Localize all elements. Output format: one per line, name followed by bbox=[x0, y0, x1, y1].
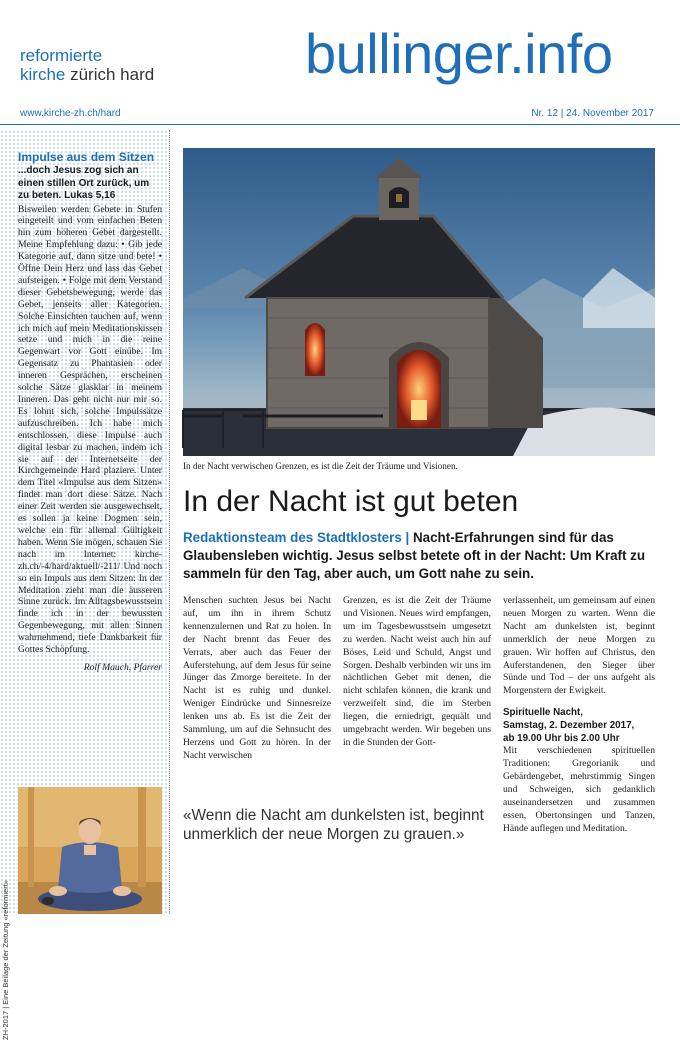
sidebar-content bbox=[18, 150, 162, 674]
masthead-tld: info bbox=[524, 22, 613, 85]
article-column-2 bbox=[343, 595, 491, 750]
photo-caption: In der Nacht verwischen Grenzen, es ist die Zeit der Träume und Visionen. bbox=[183, 461, 458, 471]
article-lead bbox=[183, 529, 653, 583]
masthead-dot: . bbox=[509, 22, 525, 85]
brand-line2 bbox=[20, 65, 154, 84]
brand-kirche: kirche bbox=[20, 65, 66, 84]
brand-line1: reformierte bbox=[20, 46, 103, 65]
column-2-text: Grenzen, es ist die Zeit der Träume und Visionen. Neues wird empfangen, um im Tagesbewusstsein umgesetzt zu werden. Nacht weist auch hin auf Böses, Leid und Schuld, Angst und Sorgen. Deshalb verbinden wir uns im nächtlichen Gebet mit denen, die nicht schlafen können, die krank und verzweifelt sind, die im Sterben liegen, die erniedrigt, gequält und umgebracht werden. Wir begeben uns in die Stunden der Gott- bbox=[343, 595, 491, 748]
meditating-man-illustration bbox=[18, 787, 162, 914]
header-divider bbox=[0, 124, 680, 125]
event-line-1: Spirituelle Nacht, bbox=[503, 707, 584, 719]
sidebar-text: Bisweilen werden Gebete in Stufen eingeteilt und vom einfachen Beten hin zum höheren Gebet dargestellt. Meine Empfehlung dazu: • Gib jede Kategorie auf, dann sitze und bete! • Öffne Dein Herz und lass das Gebet aufsteigen. • Folge mit dem Verstand dieser Gebetsbewegung, werde das Gebet, jenseits aller Kategorien. Solche Einsichten tauchen auf, wenn ich mich auf mein Meditationskissen setze und mich in die reine Gegenwart vor Gott einübe. Im Gegensatz zu Phantasien oder inneren Gesprächen, erscheinen solche Sätze glasklar in meinem Inneren. Das geht nicht nur mir so. Es lohnt sich, solche Impulssätze aufzuschreiben. Ich habe mich entschlossen, diese Impulse auch digital lesbar zu machen, indem ich sie auf der Internetseite der Kirchgemeinde Hard plaziere. Unter dem Titel «Impulse aus dem Sitzen» findet man dort diese Sätze. Nach einer Zeit werden sie ausgewechselt, es sollen ja keine Dogmen sein, welche ein für allemal Gültigkeit haben. Wenn Sie mögen, schauen Sie nach im Internet: kirche-zh.ch/-4/hard/aktuell/-211/ Und noch so ein Impuls aus dem Sitzen: In der Meditation zieht man die äusseren Sinne zurück. Im Alltagsbewusstsein finde ich in der bewussten Gegenbewegung, mit allen Sinnen wahrnehmend, tiefe Dankbarkeit für Gottes Schöpfung. bbox=[18, 203, 162, 656]
article-column-3 bbox=[503, 595, 655, 836]
column-1-text: Menschen suchten Jesus bei Nacht auf, um ihn in ihrem Schutz kennenzulernen und Rat zu holen. In der Nacht brennt das Feuer des Verrats, aber auch das Feuer der Auferstehung, auf dem Jesus für seine Jünger das Zmorge bereitete. In der Nacht ist es ruhig und dunkel. Weniger Eindrücke und Sinnesreize lenken uns ab. Es ist die Zeit der Sammlung, um auf die Sehnsucht des Herzens und Gott zu hören. In der Nacht verwischen bbox=[183, 595, 331, 761]
event-line-2: Samstag, 2. Dezember 2017, bbox=[503, 720, 635, 732]
column-3-text: verlassenheit, um gemeinsam auf einen neuen Morgen zu warten. Wenn die Nacht am dunkelsten ist, beginnt unmerklich der neue Morgen zu grauen. Wir hoffen auf Christus, den Auferstandenen, den Sieger über Sünde und Tod – der uns aufgeht als Morgenstern der Ewigkeit. bbox=[503, 595, 655, 697]
event-line-3: ab 19.00 Uhr bis 2.00 Uhr bbox=[503, 733, 620, 745]
article-headline: In der Nacht ist gut beten bbox=[183, 485, 519, 518]
vertical-imprint bbox=[1, 830, 13, 1040]
pull-quote: «Wenn die Nacht am dunkelsten ist, beginnt unmerklich der neue Morgen zu grauen.» bbox=[183, 807, 484, 843]
portrait-photo bbox=[18, 787, 162, 914]
masthead-main: bullinger bbox=[305, 22, 510, 85]
brand-place: zürich hard bbox=[70, 65, 155, 84]
sidebar-quote: ...doch Jesus zog sich an einen stillen Ort zurück, um zu beten. Lukas 5,16 bbox=[18, 165, 150, 201]
chapel-photo bbox=[183, 148, 655, 456]
article-column-1 bbox=[183, 595, 331, 763]
lead-text: Nacht-Erfahrungen sind für das Glaubensleben wichtig. Jesus selbst betete oft in der Nacht: Um Kraft zu sammeln für den Tag, aber auch, um Gott nahe zu sein. bbox=[183, 530, 646, 581]
website-url: www.kirche-zh.ch/hard bbox=[20, 108, 121, 119]
brand-logo bbox=[20, 46, 154, 84]
sidebar-author: Rolf Mauch, Pfarrer bbox=[83, 661, 162, 673]
sidebar-title: Impulse aus dem Sitzen bbox=[18, 150, 155, 164]
vertical-imprint-text: ZH-2017 | Eine Beilage der Zeitung «reformiert» bbox=[1, 880, 10, 1040]
masthead-title bbox=[305, 22, 612, 86]
event-title bbox=[503, 706, 655, 745]
chapel-night-illustration bbox=[183, 148, 655, 456]
lead-author: Redaktionsteam des Stadtklosters | bbox=[183, 530, 410, 545]
issue-info: Nr. 12 | 24. November 2017 bbox=[531, 108, 654, 119]
event-text: Mit verschiedenen spirituellen Traditionen: Gregorianik und Gebärdengebet, mehrstimmig Singen und Schweigen, sich gedanklich auseinandersetzen und zusammen essen, Obertonsingen und Tanzen, Hände auflegen und Meditation. bbox=[503, 745, 655, 834]
